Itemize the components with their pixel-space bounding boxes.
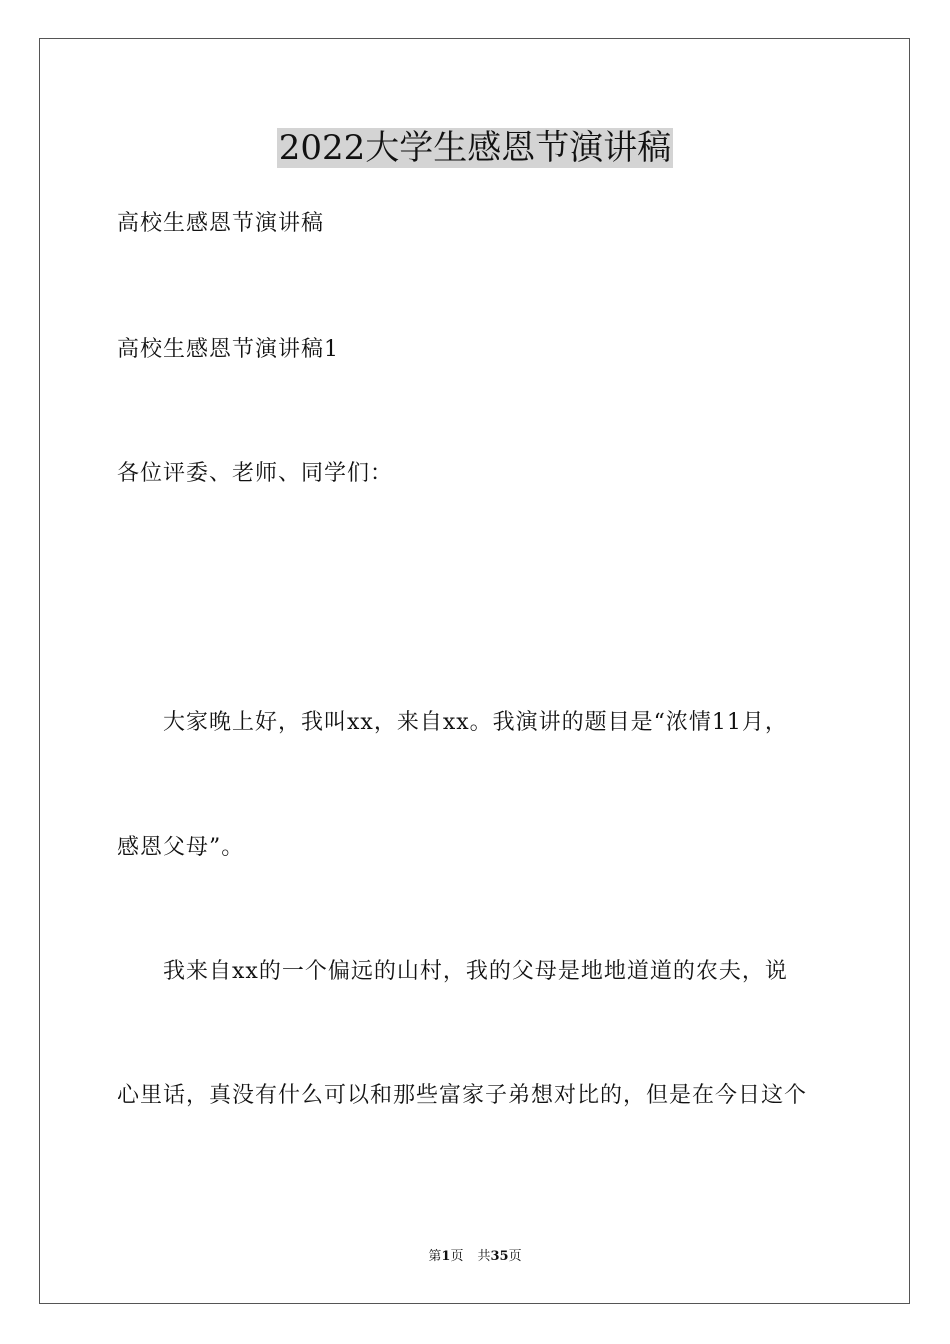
footer-total-prefix: 共 <box>477 1249 491 1264</box>
paragraph-line: 我来自xx的一个偏远的山村，我的父母是地地道道的农夫，说 <box>163 959 788 984</box>
footer-page-prefix: 第 <box>428 1249 442 1264</box>
footer-total-pages: 35 <box>490 1249 509 1264</box>
footer-page-number: 1 <box>441 1249 451 1264</box>
document-title <box>0 126 950 170</box>
section-heading: 高校生感恩节演讲稿1 <box>117 337 339 362</box>
paragraph-line: 心里话，真没有什么可以和那些富家子弟想对比的，但是在今日这个 <box>117 1083 808 1108</box>
subtitle-line: 高校生感恩节演讲稿 <box>117 211 325 236</box>
paragraph-line: 大家晚上好，我叫xx，来自xx。我演讲的题目是“浓情11月， <box>163 710 788 735</box>
footer-page-suffix: 页 <box>450 1249 464 1264</box>
page-footer <box>0 1248 950 1266</box>
salutation-line: 各位评委、老师、同学们： <box>117 461 394 486</box>
footer-total-suffix: 页 <box>508 1249 522 1264</box>
document-title-text: 2022大学生感恩节演讲稿 <box>278 128 672 168</box>
paragraph-line: 感恩父母”。 <box>117 835 245 860</box>
